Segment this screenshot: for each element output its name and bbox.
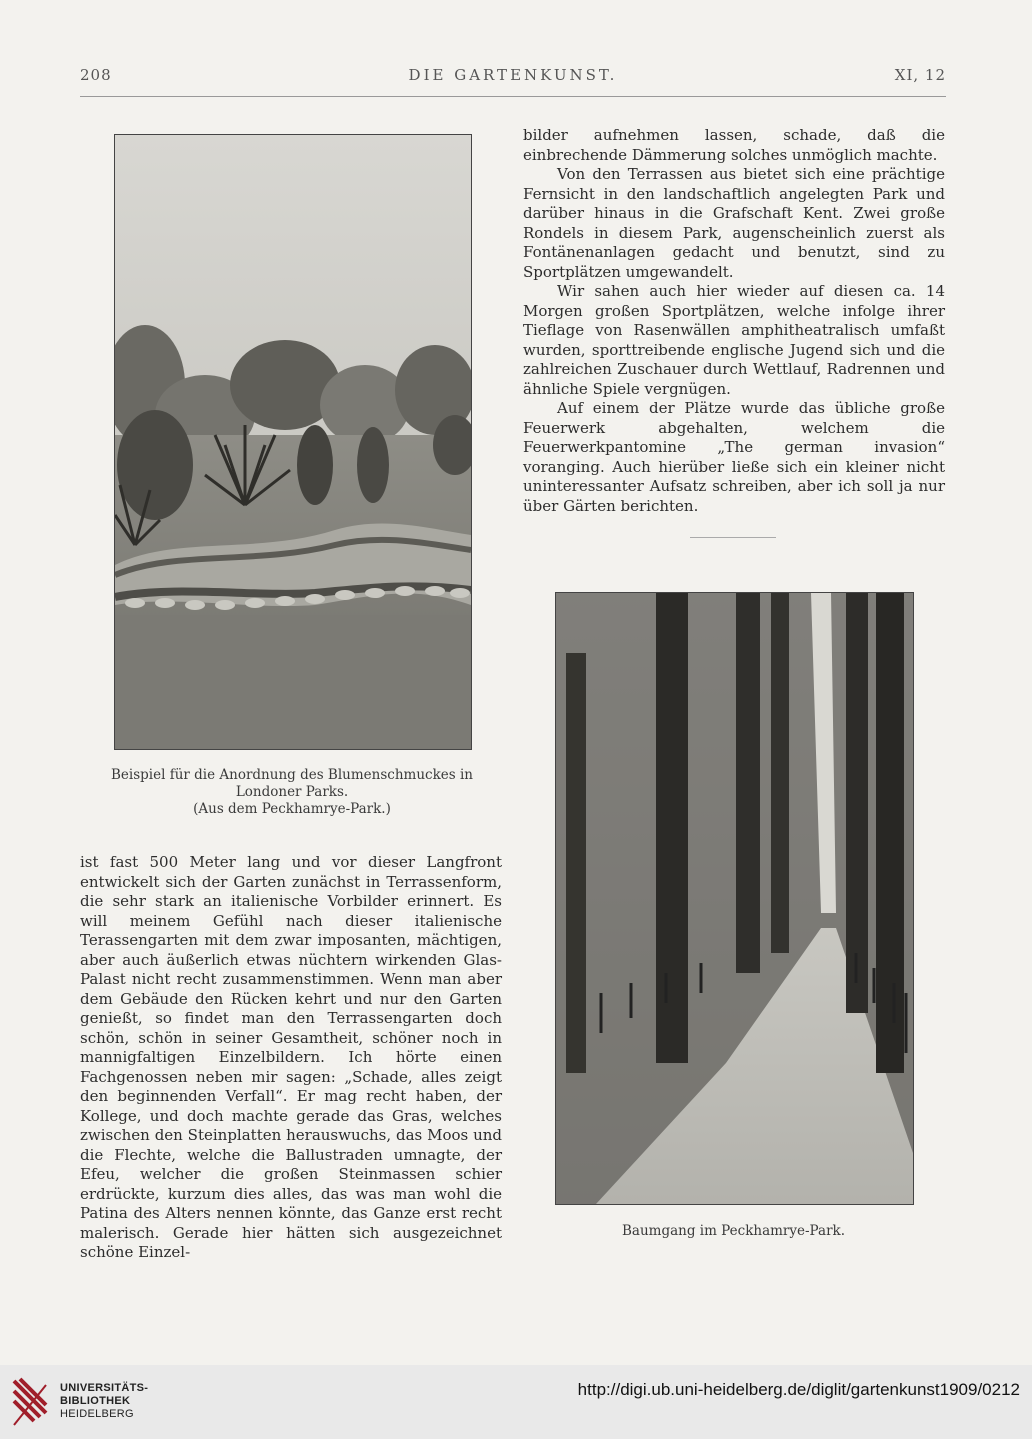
caption-line: (Aus dem Peckhamrye-Park.) bbox=[193, 801, 391, 817]
issue-number: XI, 12 bbox=[894, 66, 946, 84]
tree-avenue-image bbox=[556, 593, 913, 1204]
left-text-column bbox=[80, 853, 502, 1263]
paragraph: ist fast 500 Meter lang und vor dieser Langfront entwickelt sich der Garten zunächst in Terrassenform, die sehr stark an italienische Vorbilder erinnert. Es will meinem Gefühl nach dieser italienische Terassengarten mit dem zwar imposanten, mächtigen, aber auch äußerlich etwas nüchtern wirkenden Glas-Palast nicht recht zusammenstimmen. Wenn man aber dem Gebäude den Rücken kehrt und nur den Garten genießt, so findet man den Terrassengarten doch schön, schön in seiner Gesamtheit, schöner noch in mannigfaltigen Einzelbildern. Ich hörte einen Fachgenossen neben mir sagen: „Schade, alles zeigt den beginnenden Verfall“. Er mag recht haben, der Kollege, und doch machte gerade das Gras, welches zwischen den Steinplatten herauswuchs, das Moos und die Flechte, welche die Ballustraden umnagte, der Efeu, welcher die großen Steinmassen schier erdrückte, kurzum dies alles, das was man wohl die Patina des Alters nennen könnte, das Ganze erst recht malerisch. Gerade hier hätten sich ausgezeichnet schöne Einzel- bbox=[80, 853, 502, 1261]
library-line: UNIVERSITÄTS- bbox=[60, 1382, 149, 1394]
flower-bed-image bbox=[115, 135, 471, 749]
library-name bbox=[60, 1382, 148, 1421]
page-number: 208 bbox=[80, 66, 112, 84]
permalink-url[interactable]: http://digi.ub.uni-heidelberg.de/diglit/gartenkunst1909/0212 bbox=[577, 1380, 1020, 1399]
journal-title: DIE GARTENKUNST. bbox=[408, 66, 618, 84]
caption-line: Beispiel für die Anordnung des Blumenschmuckes in bbox=[111, 767, 473, 783]
section-separator bbox=[690, 537, 776, 538]
caption-line: Londoner Parks. bbox=[235, 784, 349, 800]
footer-bar bbox=[0, 1365, 1032, 1439]
page-header bbox=[80, 60, 946, 90]
flower-bed-caption bbox=[90, 767, 494, 818]
tree-avenue-caption: Baumgang im Peckhamrye-Park. bbox=[621, 1223, 846, 1239]
paragraph: Auf einem der Plätze wurde das übliche große Feuerwerk abgehalten, welchem die Feuerwerkpantomine „The german invasion“ voranging. Auch hierüber ließe sich ein kleiner nicht uninteressanter Aufsatz schreiben, aber ich soll ja nur über Gärten berichten. bbox=[523, 399, 945, 515]
paragraph: Wir sahen auch hier wieder auf diesen ca. 14 Morgen großen Sportplätzen, welche infolge ihrer Tieflage von Rasenwällen amphitheatralisch umfaßt wurden, sporttreibende englische Jugend sich und die zahlreichen Zuschauer durch Wettlauf, Radrennen und ähnliche Spiele vergnügen. bbox=[523, 282, 945, 398]
library-line: BIBLIOTHEK bbox=[60, 1395, 131, 1407]
university-library-logo bbox=[10, 1375, 50, 1431]
paragraph: bilder aufnehmen lassen, schade, daß die einbrechende Dämmerung solches unmöglich machte. bbox=[523, 126, 945, 164]
tree-avenue-photo bbox=[555, 592, 914, 1205]
flower-bed-photo bbox=[114, 134, 472, 750]
paragraph: Von den Terrassen aus bietet sich eine prächtige Fernsicht in den landschaftlich angelegten Park und darüber hinaus in die Grafschaft Kent. Zwei große Rondels in diesem Park, augenscheinlich zuerst als Fontänenanlagen gedacht und benutzt, sind zu Sportplätzen umgewandelt. bbox=[523, 165, 945, 281]
library-line: HEIDELBERG bbox=[60, 1408, 134, 1420]
right-text-column bbox=[523, 126, 945, 516]
header-rule bbox=[80, 96, 946, 97]
